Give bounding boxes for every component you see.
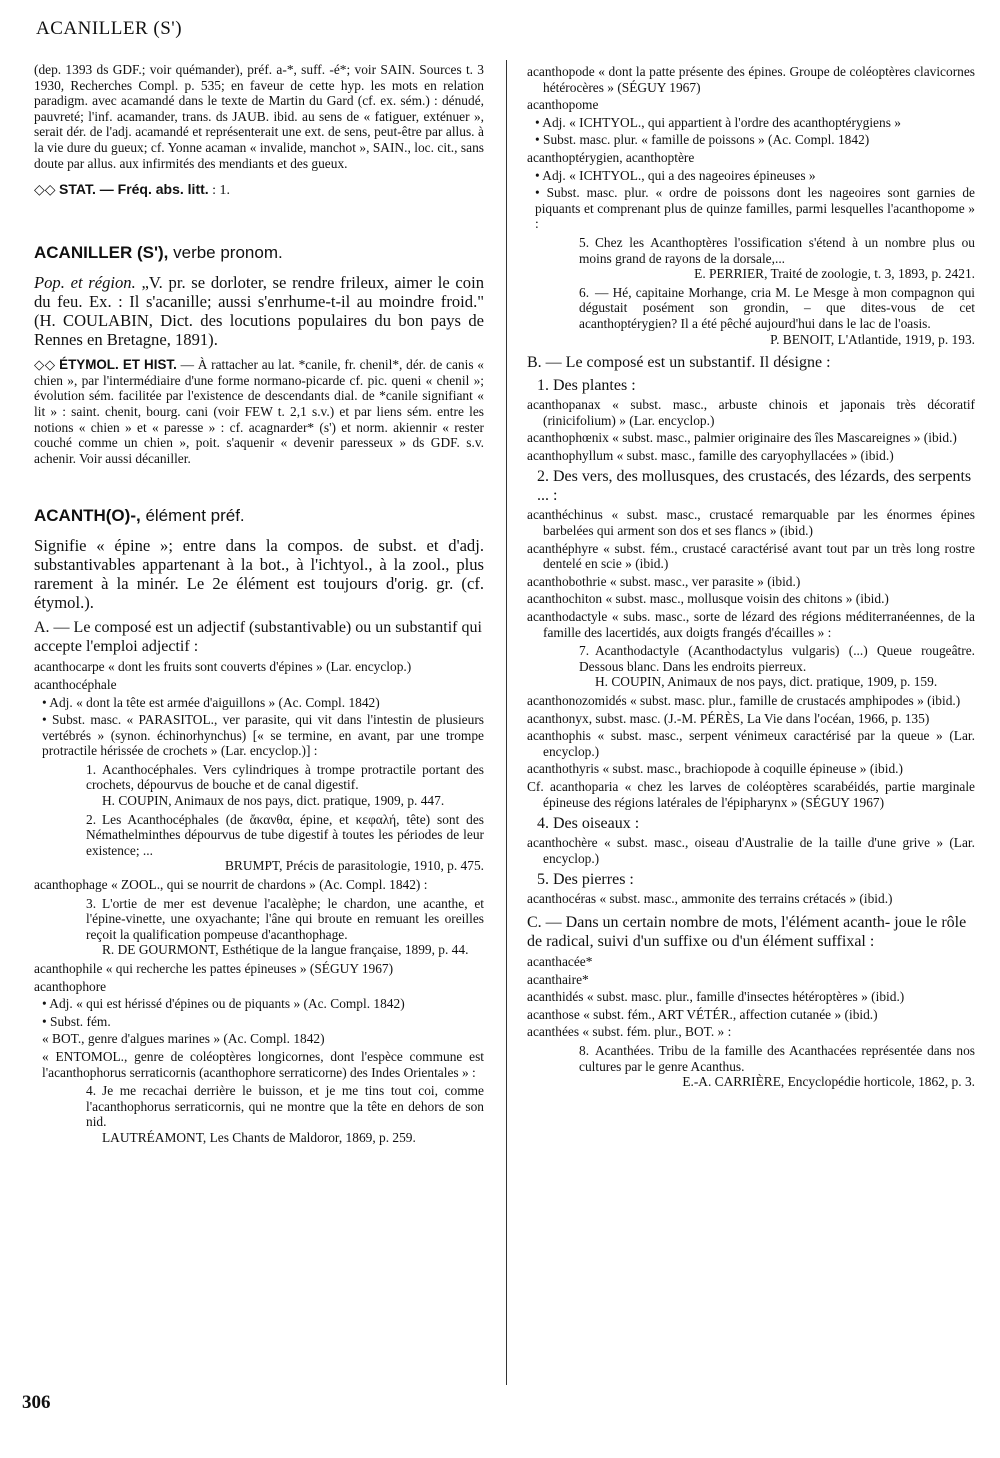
- subentry: acanthopanax « subst. masc., arbuste chinois et japonais très décoratif (rinicifolium) » (Lar. encyclop.): [527, 397, 975, 428]
- subentry: acanthobothrie « subst. masc., ver parasite » (ibid.): [527, 573, 801, 589]
- example-source: LAUTRÉAMONT, Les Chants de Maldoror, 1869, p. 259.: [102, 1129, 416, 1145]
- subsection-heading: 2. Des vers, des mollusques, des crustacés, des lézards, des serpents ... :: [537, 468, 972, 505]
- subentry: acanthonyx, subst. masc. (J.-M. PÉRÈS, La Vie dans l'océan, 1966, p. 135): [527, 710, 930, 726]
- sense-item: • Adj. « ICHTYOL., qui a des nageoires épineuses »: [535, 167, 816, 183]
- subentry: acanthophage « ZOOL., qui se nourrit de chardons » (Ac. Compl. 1842) :: [34, 877, 428, 893]
- sense-item: « ENTOMOL., genre de coléoptères longicornes, dont l'espèce commune est l'acanthophorus serraticornis (acanthophore serraticorne) des Indes Orientales » :: [42, 1048, 484, 1080]
- example-6: 6. — Hé, capitaine Morhange, cria M. Le Mesge à mon compagnon qui dégustait posément son grondin, – que dites-vous de cet acanthoptérygien? Il a été pêché aujourd'hui dans le lac de l'oasis. P. BENOIT, L'Atlantide, 1919, p. 193.: [579, 284, 975, 347]
- page-number: 306: [22, 1392, 51, 1413]
- subentry: acanthoptérygien, acanthoptère: [527, 149, 695, 165]
- sense-item: • Adj. « ICHTYOL., qui appartient à l'ordre des acanthoptérygiens »: [535, 114, 901, 130]
- subentry: acanthophile « qui recherche les pattes épineuses » (SÉGUY 1967): [34, 961, 394, 976]
- subentry: acanthochère « subst. masc., oiseau d'Australie de la taille d'une grive » (Lar. encyclop.): [527, 835, 975, 866]
- subentry: acanthaire*: [527, 971, 589, 987]
- subentry: acanthocéras « subst. masc., ammonite des terrains crétacés » (ibid.): [527, 891, 893, 907]
- section-b-heading: B. — Le composé est un substantif. Il désigne :: [527, 354, 831, 372]
- subentry: acanthopome: [527, 97, 599, 113]
- example-source: P. BENOIT, L'Atlantide, 1919, p. 193.: [770, 331, 975, 347]
- subentry: acanthonozomidés « subst. masc. plur., famille de crustacés amphipodes » (ibid.): [527, 693, 961, 708]
- acaniller-etymology: ◇◇ ÉTYMOL. ET HIST. — À rattacher au lat. *canile, fr. chenil*, dér. de canis « chien », par l'intermédiaire d'une forme normano-picarde cf. pic. queni « chenil »; évolution sém. facilitée par l'existence de descendants dial. de *canile signifiant « lit » : saint. chenit, bourg. cani (voir FEW t. 2,1 s.v.) et par liens sém. entre les notions « chien » et « paresse » : cf. acagnarder* (s') et norm. akiennir « rester couché comme un chien », poit. s'aquenir « devenir paresseux » ds GDF. s.v. achenir. Voir aussi décaniller.: [34, 357, 484, 466]
- example-3: 3. L'ortie de mer est devenue l'acalèphe; le chardon, une acanthe, et l'épine-vinette, une oxyachante; l'âne qui broute en remuant les oreilles reçoit la qualification pompeuse d'acanthophage. R. DE GOURMONT, Esthétique de la langue française, 1899, p. 44.: [86, 895, 484, 958]
- entry-heading-acaniller: ACANILLER (S'), verbe pronom.: [34, 243, 283, 263]
- continuation-paragraph: (dep. 1393 ds GDF.; voir quémander), préf. a-*, suff. -é*; voir SAIN. Sources t. 3 1930, Recherches Compl. p. 535; en faveur de cette hyp. les mots en relation paradigm. avec acamandé dans le texte de Martin du Gard (cf. ex. sém.) : dénudé, pauvreté; l'inf. acamander, trans. ds JAUB. ibid. au sens de « fatiguer, exténuer », serait dér. de l'adj. acamandé et représenterait une ext. de sens, peut-être par allus. à la vie dure du gueux; cf. Yonne acaman « invalide, manchot », SAIN., loc. cit., sans doute par allus. aux infirmités des mendiants et des gueux.: [34, 62, 484, 171]
- sense-item: • Adj. « qui est hérissé d'épines ou de piquants » (Ac. Compl. 1842): [42, 996, 405, 1012]
- stat-value: : 1.: [212, 183, 231, 199]
- example-7: 7. Acanthodactyle (Acanthodactylus vulgaris) (...) Queue rougeâtre. Dessous blanc. Dans les endroits pierreux. H. COUPIN, Animaux de nos pays, dict. pratique, 1909, p. 159.: [579, 643, 975, 690]
- sense-item: • Subst. masc. plur. « famille de poissons » (Ac. Compl. 1842): [535, 132, 870, 148]
- subentry: acanthose « subst. fém., ART VÉTÉR., affection cutanée » (ibid.): [527, 1006, 878, 1022]
- example-1: 1. Acanthocéphales. Vers cylindriques à trompe protractile portant des crochets, dépourvus de bouche et de canal digestif. H. COUPIN, Animaux de nos pays, dict. pratique, 1909, p. 447.: [86, 761, 484, 809]
- subentry: acanthothyris « subst. masc., brachiopode à coquille épineuse » (ibid.): [527, 761, 903, 777]
- subsection-heading: 5. Des pierres :: [537, 871, 634, 889]
- example-source: E.-A. CARRIÈRE, Encyclopédie horticole, 1862, p. 3.: [682, 1074, 975, 1090]
- subentry: acanthodactyle « subs. masc., sorte de lézard des régions méditerranéennes, de la famille des lacertidés, aux doigts frangés d'écailles » :: [527, 609, 975, 640]
- example-source: R. DE GOURMONT, Esthétique de la langue française, 1899, p. 44.: [102, 942, 469, 958]
- subentry: acanthophore: [34, 978, 107, 994]
- example-2: 2. Les Acanthocéphales (de ἄκανθα, épine, et κεφαλή, tête) sont des Némathelminthes dépourvus de tube digestif à toutes les périodes de leur existence; ... BRUMPT, Précis de parasitologie, 1910, p. 475.: [86, 811, 484, 874]
- column-divider: [506, 60, 507, 1385]
- subsection-heading: 1. Des plantes :: [537, 377, 636, 395]
- subentry: acanthéphyre « subst. fém., crustacé caractérisé avant tout par un très long rostre dentelé en scie » (ibid.): [527, 540, 975, 572]
- subentry: acanthophyllum « subst. masc., famille des caryophyllacées » (ibid.): [527, 447, 894, 463]
- sense-item: • Subst. masc. « PARASITOL., ver parasite, qui vit dans l'intestin de plusieurs vertébrés » (synon. échinorhynchus) [« se termine, en avant, par une trompe protractile hérissée de crochets » (Lar. encyclop.)] :: [42, 712, 484, 759]
- subentry: acanthochiton « subst. masc., mollusque voisin des chitons » (ibid.): [527, 591, 889, 607]
- acaniller-definition: Pop. et région. „V. pr. se dorloter, se rendre frileux, aimer le coin du feu. Ex. : Il s'acanille; aussi s'enrhume-t-il au moindre froid." (H. COULABIN, Dict. des locutions populaires du bon pays de Rennes en Bretagne, 1891).: [34, 273, 484, 350]
- subentry: acanthées « subst. fém. plur., BOT. » :: [527, 1024, 732, 1040]
- example-source: E. PERRIER, Traité de zoologie, t. 3, 1893, p. 2421.: [694, 266, 975, 282]
- right-column: [527, 62, 975, 1093]
- subentry: acanthidés « subst. masc. plur., famille d'insectes hétéroptères » (ibid.): [527, 989, 905, 1005]
- section-a-heading: A. — Le composé est un adjectif (substantivable) ou un substantif qui accepte l'emploi adjectif :: [34, 619, 482, 656]
- subentry: acanthocéphale: [34, 676, 117, 692]
- region-label: Pop. et région.: [34, 273, 136, 293]
- subentry: acanthophœnix « subst. masc., palmier originaire des îles Mascareignes » (ibid.): [527, 430, 957, 446]
- section-c-heading: C. — Dans un certain nombre de mots, l'élément acanth- joue le rôle de radical, suivi d'un suffixe ou d'un élément suffixal :: [527, 913, 967, 950]
- example-4: 4. Je me recachai derrière le buisson, et je me tins tout coi, comme l'acanthophorus serraticornis, qui ne montre que la tête en dehors de son nid. LAUTRÉAMONT, Les Chants de Maldoror, 1869, p. 259.: [86, 1083, 484, 1145]
- sense-item: • Subst. masc. plur. « ordre de poissons dont les nageoires sont garnies de piquants et comprenant plus de quinze familles, parmi lesquelles l'acanthopome » :: [535, 185, 975, 232]
- subentry: acanthophis « subst. masc., serpent vénimeux caractérisé par la queue » (Lar. encyclop.): [527, 728, 975, 759]
- subsection-heading: 4. Des oiseaux :: [537, 815, 640, 833]
- sense-item: « BOT., genre d'algues marines » (Ac. Compl. 1842): [42, 1031, 325, 1047]
- running-head: ACANILLER (S'): [36, 18, 183, 39]
- entry-heading-acanth: ACANTH(O)-, élément préf.: [34, 506, 245, 526]
- sense-item: • Subst. fém.: [42, 1013, 111, 1029]
- stat-line: ◇◇ STAT. — Fréq. abs. litt. : 1.: [34, 181, 231, 199]
- example-source: H. COUPIN, Animaux de nos pays, dict. pratique, 1909, p. 159.: [595, 674, 938, 690]
- subentry: acanthocarpe « dont les fruits sont couverts d'épines » (Lar. encyclop.): [34, 659, 412, 675]
- example-8: 8. Acanthées. Tribu de la famille des Acanthacées représentée dans nos cultures par le genre Acanthus. E.-A. CARRIÈRE, Encyclopédie horticole, 1862, p. 3.: [579, 1042, 975, 1090]
- subentry: acanthacée*: [527, 953, 593, 969]
- example-source: H. COUPIN, Animaux de nos pays, dict. pratique, 1909, p. 447.: [102, 793, 445, 809]
- subentry: acanthéchinus « subst. masc., crustacé remarquable par les énormes épines barbelées qui arment son dos et ses flancs » (ibid.): [527, 507, 975, 539]
- subentry: acanthopode « dont la patte présente des épines. Groupe de coléoptères clavicornes hétérocères » (SÉGUY 1967): [527, 64, 975, 95]
- sense-item: • Adj. « dont la tête est armée d'aiguillons » (Ac. Compl. 1842): [42, 694, 380, 710]
- acanth-intro: Signifie « épine »; entre dans la compos. de subst. et d'adj. substantivables appartenant à la bot., à l'ichtyol., à la zool., plus rarement à la minér. Le 2e élément est toujours d'orig. gr. (cf. étymol.).: [34, 536, 484, 613]
- subentry: Cf. acanthoparia « chez les larves de coléoptères scarabéidés, partie marginale épineuse des régions latérales de l'épipharynx » (SÉGUY 1967): [527, 778, 975, 810]
- example-source: BRUMPT, Précis de parasitologie, 1910, p. 475.: [225, 858, 484, 874]
- left-column: [34, 62, 484, 1149]
- stat-label: STAT. — Fréq. abs. litt.: [59, 181, 209, 198]
- example-5: 5. Chez les Acanthoptères l'ossification s'étend à un nombre plus ou moins grand de rayons de la dorsale,... E. PERRIER, Traité de zoologie, t. 3, 1893, p. 2421.: [579, 234, 975, 282]
